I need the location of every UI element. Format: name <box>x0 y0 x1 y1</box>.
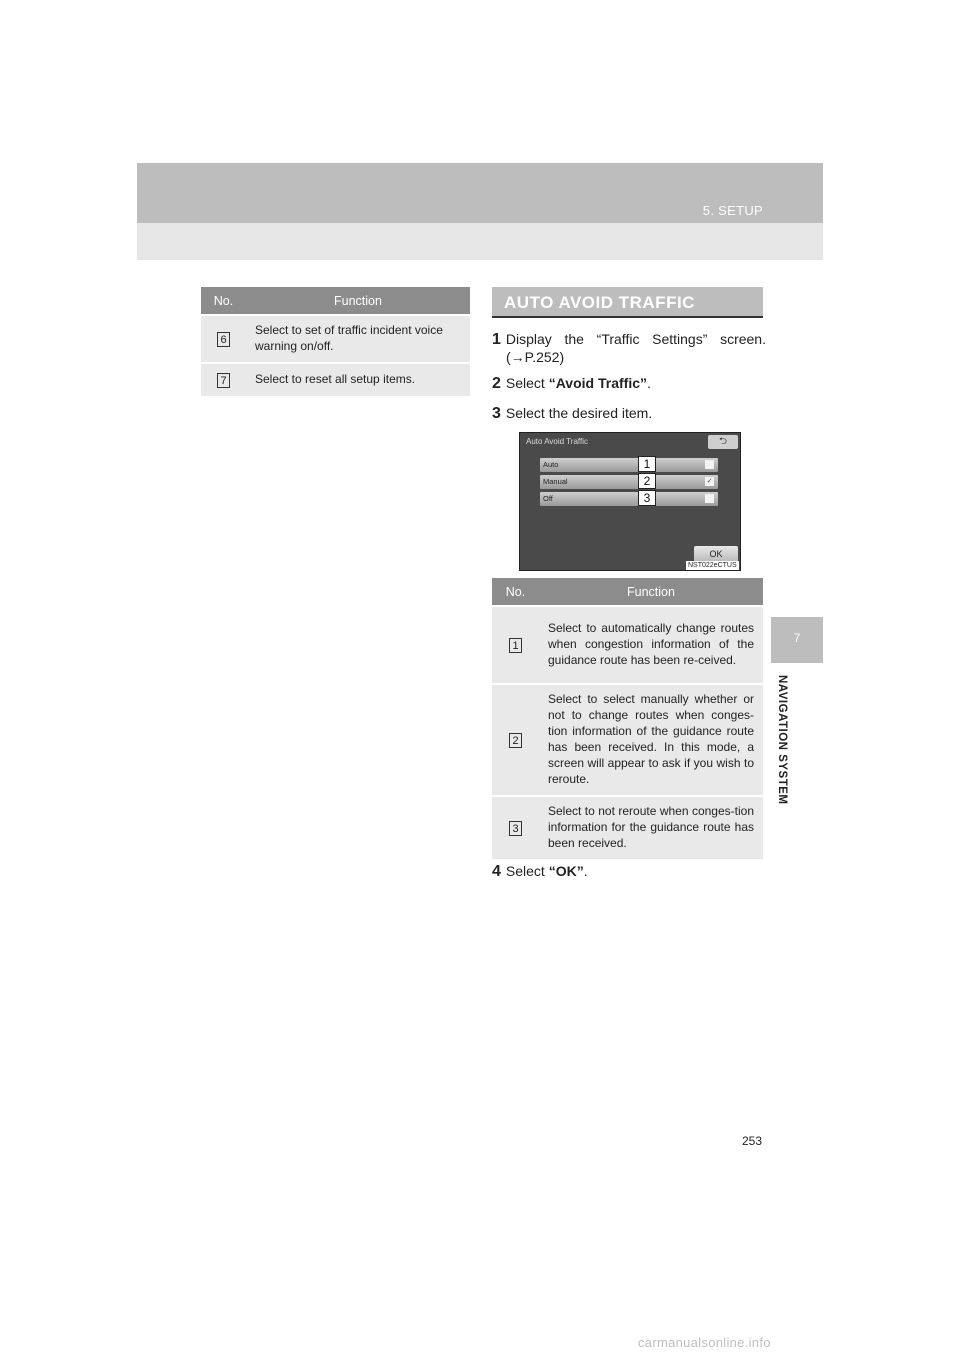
table-row <box>492 606 763 684</box>
col-function-header: Function <box>539 578 763 606</box>
header-subband <box>137 223 823 260</box>
step-text: Display the “Traffic Settings” screen. <box>505 331 766 347</box>
step-3 <box>492 404 766 423</box>
function-text: Select to set of traffic incident voice warning on/off. <box>246 315 470 363</box>
chapter-number: 7 <box>793 631 801 645</box>
col-no-header: No. <box>492 578 539 606</box>
header-band <box>137 163 823 223</box>
function-text: Select to select manually whether or not to change routes when conges-tion information of the guidance route has been received. In this mode, a screen will appear to ask if you wish to reroute. <box>539 684 763 796</box>
item-number-box: 3 <box>509 821 522 836</box>
checkbox-icon <box>705 460 714 469</box>
table-header-row <box>201 287 470 315</box>
image-code: NST022eCTUS <box>686 561 739 570</box>
step-1 <box>492 330 766 349</box>
col-no-header: No. <box>201 287 246 315</box>
option-off <box>540 492 718 506</box>
checkbox-icon <box>705 494 714 503</box>
table-header-row <box>492 578 763 606</box>
step-number: 4 <box>492 863 501 880</box>
item-number-box: 1 <box>509 638 522 653</box>
step-action-label: “Avoid Traffic” <box>548 375 647 391</box>
item-number-box: 7 <box>217 373 230 388</box>
function-table-2 <box>492 578 763 859</box>
section-header: 5. SETUP <box>702 203 763 218</box>
item-number-box: 2 <box>509 733 522 748</box>
callout-3: 3 <box>638 490 656 506</box>
table-row <box>201 363 470 396</box>
function-text: Select to not reroute when conges-tion information for the guidance route has been received. <box>539 796 763 859</box>
watermark: carmanualsonline.info <box>638 1335 771 1350</box>
option-label: Off <box>543 494 553 503</box>
table-row <box>492 796 763 859</box>
function-text: Select to automatically change routes when congestion information of the guidance route has been re-ceived. <box>539 606 763 684</box>
step-number: 1 <box>492 331 501 348</box>
chapter-label: NAVIGATION SYSTEM <box>776 675 788 805</box>
option-auto <box>540 458 718 472</box>
screen-title: Auto Avoid Traffic <box>526 437 588 446</box>
step-text: Select the desired item. <box>505 405 653 421</box>
callout-1: 1 <box>638 456 656 472</box>
step-4 <box>492 862 766 881</box>
step-action-label: “OK” <box>548 863 584 879</box>
table-row <box>201 315 470 363</box>
ok-button-image: OK <box>694 546 738 562</box>
col-function-header: Function <box>246 287 470 315</box>
item-number-box: 6 <box>217 332 230 347</box>
step-prefix: Select <box>505 375 549 391</box>
step-number: 3 <box>492 405 501 422</box>
section-title: AUTO AVOID TRAFFIC <box>504 293 695 312</box>
table-row <box>492 684 763 796</box>
screen-image <box>519 432 741 571</box>
option-label: Manual <box>543 477 568 486</box>
option-manual <box>540 475 718 489</box>
page-reference: (→P.252) <box>506 349 565 365</box>
callout-2: 2 <box>638 473 656 489</box>
option-label: Auto <box>543 460 559 469</box>
section-title-bar <box>492 287 763 318</box>
step-suffix: . <box>583 863 588 879</box>
step-2 <box>492 374 766 393</box>
step-number: 2 <box>492 375 501 392</box>
step-suffix: . <box>647 375 651 391</box>
page-number: 253 <box>742 1134 763 1148</box>
back-icon: ⮌ <box>708 435 738 449</box>
step-prefix: Select <box>505 863 549 879</box>
checkbox-icon: ✓ <box>706 478 713 485</box>
function-text: Select to reset all setup items. <box>246 363 470 396</box>
function-table-1 <box>201 287 470 396</box>
chapter-tab <box>771 617 823 663</box>
